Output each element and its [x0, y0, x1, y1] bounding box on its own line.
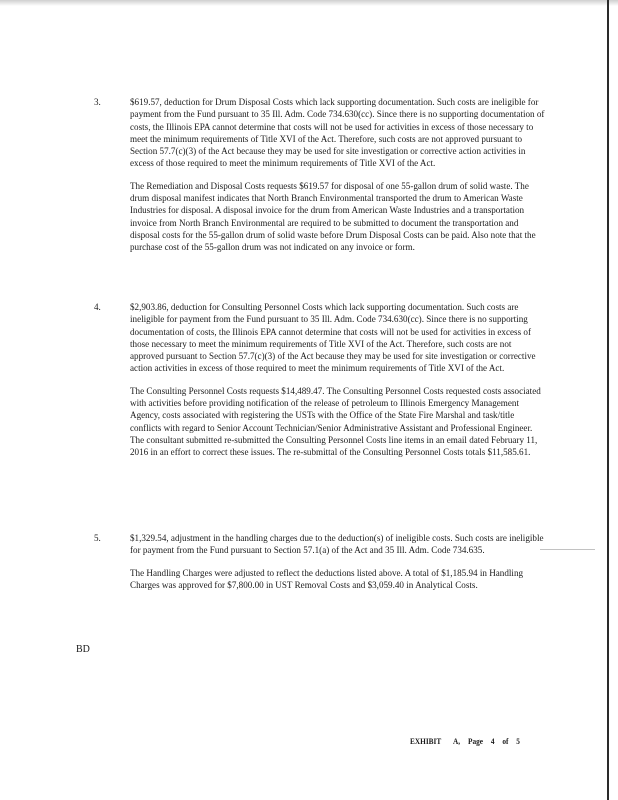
exhibit-label: EXHIBIT — [410, 736, 442, 746]
item-paragraph: $1,329.54, adjustment in the handling charges due to the deduction(s) of ineligible costs. Such costs are ineligible for payment from the Fund pursuant to Section 57.1(a) of the Act and 35 Ill. Adm. Code 734.635. — [130, 533, 544, 556]
exhibit-footer — [410, 736, 530, 746]
total-pages: 5 — [516, 736, 520, 746]
scan-right-edge — [607, 0, 609, 800]
page-label: Page — [467, 736, 484, 746]
item-paragraph: $2,903.86, deduction for Consulting Personnel Costs which lack supporting documentation. Such costs are ineligible for payment from the Fund pursuant to 35 Ill. Adm. Code 734.630(cc). Since there is no supporting documentation of costs, the Illinois EPA cannot determine that costs will not be used for activities in excess of those necessary to meet the minimum requirements of Title XVI of the Act. Therefore, such costs are not approved pursuant to Section 57.7(c)(3) of the Act because they may be used for site investigation or corrective action activities in excess of those required to meet the minimum requirements of Title XVI of the Act. — [130, 302, 536, 374]
item-paragraph: $619.57, deduction for Drum Disposal Costs which lack supporting documentation. Such costs are ineligible for payment from the Fund pursuant to 35 Ill. Adm. Code 734.630(cc). Since there is no supporting documentation of costs, the Illinois EPA cannot determine that costs will not be used for activities in excess of those necessary to meet the minimum requirements of Title XVI of the Act. Therefore, such costs are not approved pursuant to Section 57.7(c)(3) of the Act because they may be used for site investigation or corrective action activities in excess of those required to meet the minimum requirements of Title XVI of the Act. — [130, 97, 545, 169]
item-number: 5. — [94, 533, 101, 543]
item-number: 4. — [94, 302, 101, 312]
item-paragraph: The Remediation and Disposal Costs requests $619.57 for disposal of one 55-gallon drum of solid waste. The drum disposal manifest indicates that North Branch Environmental transported the drum to American Waste Industries for disposal. A disposal invoice for the drum from American Waste Industries and a transportation invoice from North Branch Environmental are required to be submitted to document the transportation and disposal costs for the 55-gallon drum of solid waste before Drum Disposal Costs can be paid. Also note that the purchase cost of the 55-gallon drum was not indicated on any invoice or form. — [130, 180, 536, 253]
exhibit-letter: A, — [453, 736, 461, 746]
scan-artifact-line — [540, 549, 595, 550]
of-label: of — [502, 736, 509, 746]
author-initials: BD — [76, 644, 90, 655]
list-item-4 — [96, 301, 546, 459]
scan-top-shadow — [0, 0, 618, 6]
item-paragraph: The Consulting Personnel Costs requests $14,489.47. The Consulting Personnel Costs requested costs associated with activities before providing notification of the release of petroleum to Illinois Emergency Management Agency, costs associated with registering the USTs with the Office of the State Fire Marshal and task/title conflicts with regard to Senior Account Technician/Senior Administrative Assistant and Professional Engineer. The consultant submitted re-submitted the Consulting Personnel Costs line items in an email dated February 11, 2016 in an effort to correct these issues. The re-submittal of the Consulting Personnel Costs totals $11,585.61. — [130, 385, 541, 458]
page-number: 4 — [490, 736, 495, 746]
item-number: 3. — [94, 97, 101, 107]
list-item-3 — [96, 96, 546, 254]
list-item-5 — [96, 532, 546, 591]
item-paragraph: The Handling Charges were adjusted to reflect the deductions listed above. A total of $1,185.94 in Handling Charges was approved for $7,800.00 in UST Removal Costs and $3,059.40 in Analytical Costs. — [130, 567, 524, 590]
